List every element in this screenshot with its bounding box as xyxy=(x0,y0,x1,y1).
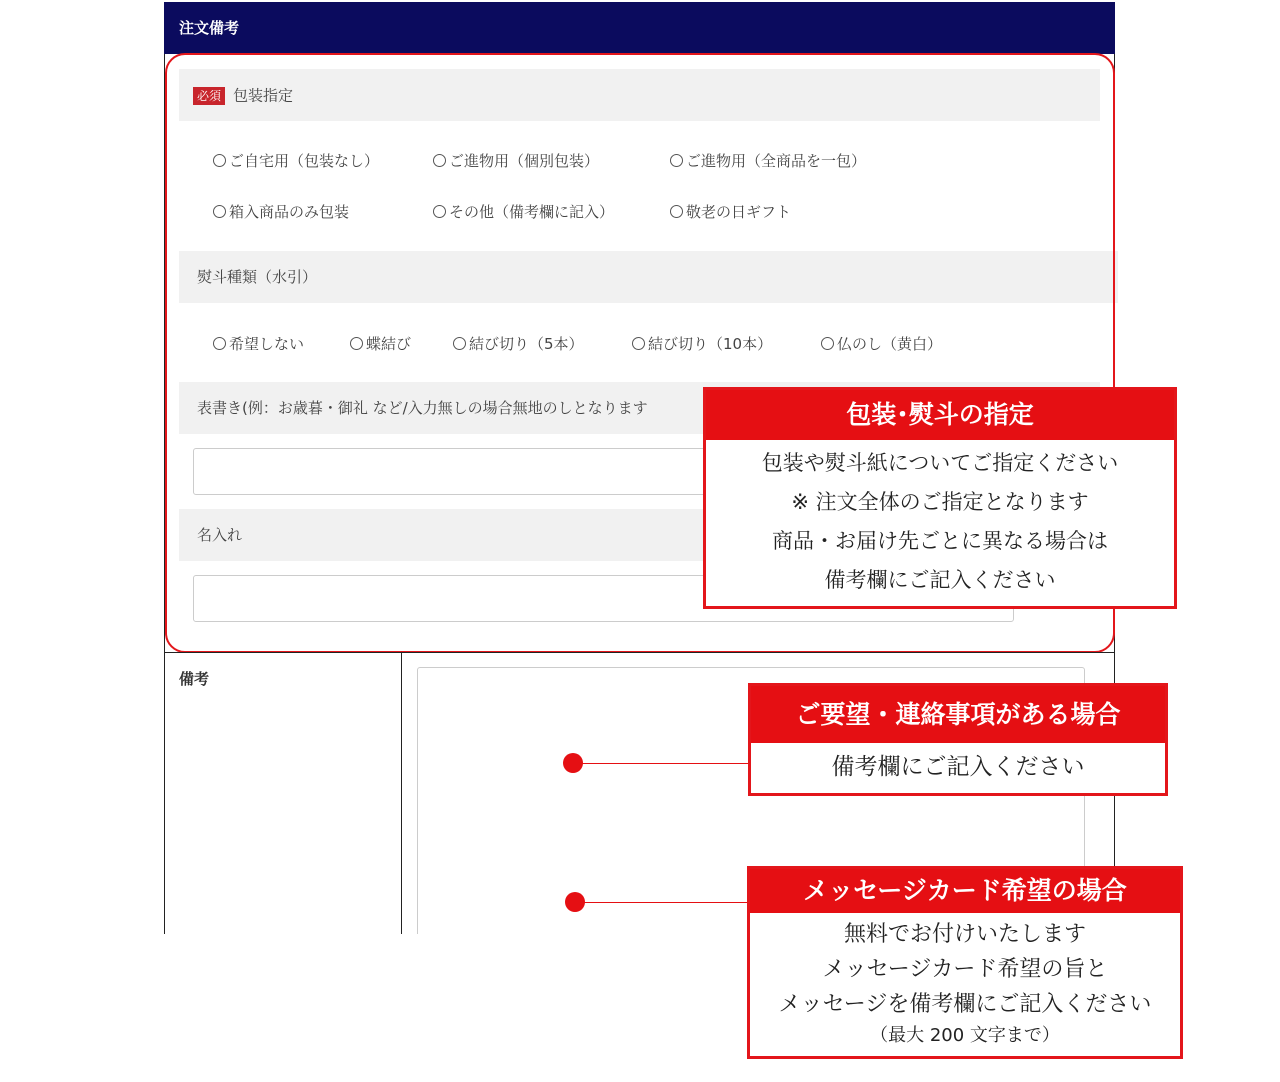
noshi-label: 熨斗種類（水引） xyxy=(197,268,318,286)
radio-label: ご進物用（個別包装） xyxy=(449,152,600,170)
radio-label: ご進物用（全商品を一包） xyxy=(686,152,867,170)
panel-title: 注文備考 xyxy=(179,19,240,37)
callout-request-line: 備考欄にご記入ください xyxy=(831,754,1085,780)
wrapping-label: 包装指定 xyxy=(233,86,294,105)
radio-label: 蝶結び xyxy=(366,335,412,353)
required-badge: 必須 xyxy=(193,87,225,105)
panel-header xyxy=(164,2,1115,54)
callout-request-title: ご要望・連絡事項がある場合 xyxy=(751,686,1165,743)
radio-label: 結び切り（10本） xyxy=(648,335,773,353)
radio-label: その他（備考欄に記入） xyxy=(449,203,615,221)
callout-card-line: メッセージを備考欄にご記入ください xyxy=(778,992,1152,1017)
radio-label: ご自宅用（包装なし） xyxy=(229,152,380,170)
callout-card-title: メッセージカード希望の場合 xyxy=(750,869,1180,913)
callout-wrap-line: 包装や熨斗紙についてご指定ください xyxy=(761,451,1119,475)
connector-line xyxy=(575,902,750,903)
callout-wrap xyxy=(703,387,1177,609)
callout-card-line: メッセージカード希望の旨と xyxy=(822,957,1108,982)
omotegaki-label: 表書き(例：お歳暮・御礼 など/入力無しの場合無地のしとなります xyxy=(197,399,648,417)
radio-label: 箱入商品のみ包装 xyxy=(229,203,350,221)
callout-wrap-line: 商品・お届け先ごとに異なる場合は xyxy=(772,529,1108,553)
callout-wrap-title: 包装･熨斗の指定 xyxy=(706,390,1174,440)
radio-label: 結び切り（5本） xyxy=(469,335,584,353)
connector-line xyxy=(573,763,750,764)
callout-card-line: 無料でお付けいたします xyxy=(843,922,1086,947)
callout-card-note: （最大 200 文字まで） xyxy=(870,1025,1060,1046)
radio-label: 敬老の日ギフト xyxy=(686,203,792,221)
biko-label: 備考 xyxy=(179,670,210,688)
biko-column-divider xyxy=(401,652,402,934)
radio-label: 希望しない xyxy=(229,335,305,353)
radio-label: 仏のし（黄白） xyxy=(837,335,943,353)
naire-label: 名入れ xyxy=(197,526,243,544)
callout-wrap-line: ※ 注文全体のご指定となります xyxy=(791,490,1089,514)
callout-card xyxy=(747,866,1183,1059)
callout-request xyxy=(748,683,1168,796)
callout-wrap-line: 備考欄にご記入ください xyxy=(824,568,1056,592)
biko-border-top xyxy=(164,652,1115,653)
